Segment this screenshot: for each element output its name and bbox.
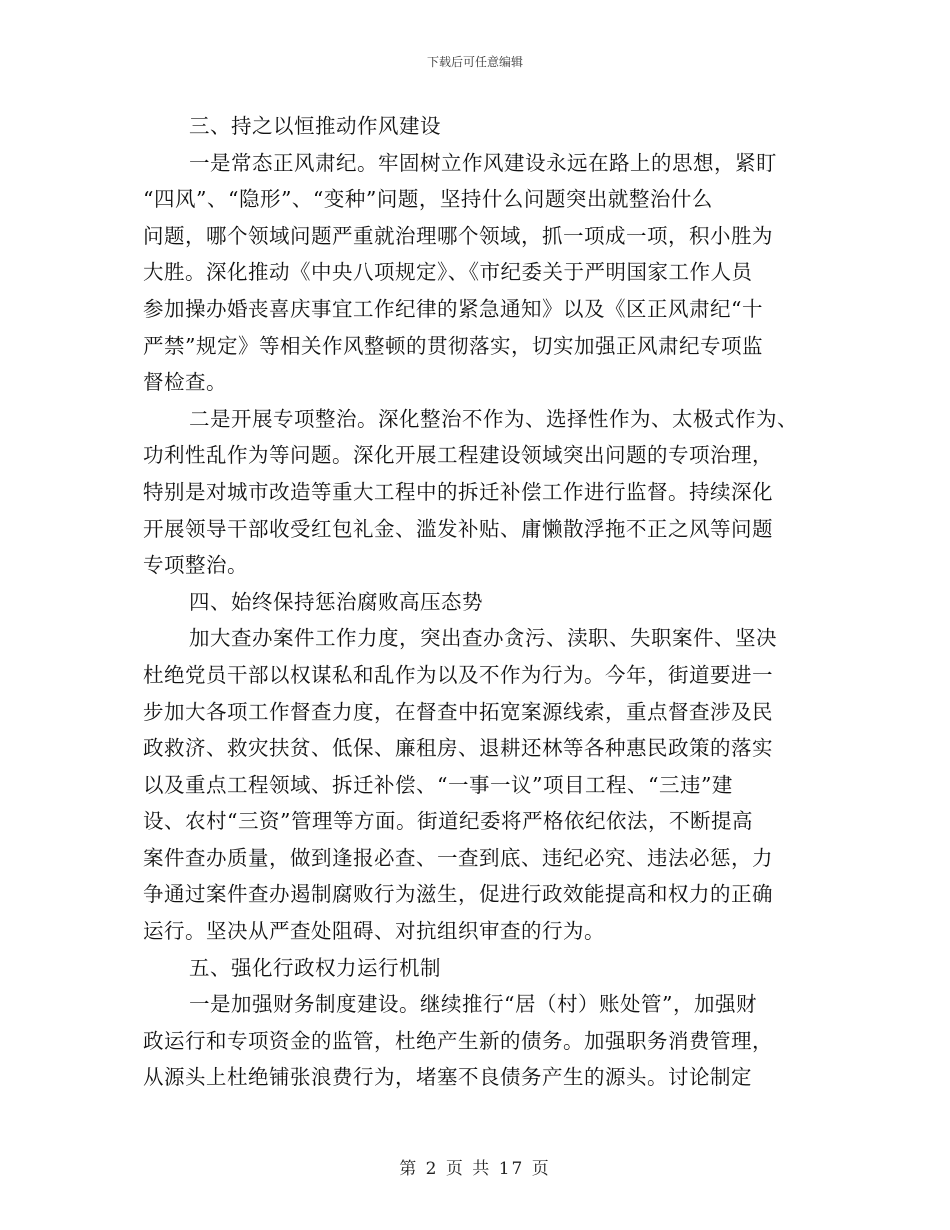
text-line: 从源头上杜绝铺张浪费行为，堵塞不良债务产生的源头。讨论制定 <box>143 1065 752 1090</box>
text-line: 特别是对城市改造等重大工程中的拆迁补偿工作进行监督。持续深化 <box>143 479 773 504</box>
text-line: 运行。坚决从严查处阻碍、对抗组织审查的行为。 <box>143 919 605 944</box>
text-line: 案件查办质量，做到逢报必查、一查到底、违纪必究、违法必惩，力 <box>143 845 773 870</box>
text-line: 杜绝党员干部以权谋私和乱作为以及不作为行为。今年，街道要进一 <box>143 662 773 687</box>
text-line: 四、始终保持惩治腐败高压态势 <box>189 589 483 614</box>
text-line: 步加大各项工作督查力度，在督查中拓宽案源线索，重点督查涉及民 <box>143 699 773 724</box>
text-line: 严禁”规定》等相关作风整顿的贯彻落实，切实加强正风肃纪专项监 <box>143 333 763 358</box>
text-line: 问题，哪个领域问题严重就治理哪个领域，抓一项成一项，积小胜为 <box>143 223 773 248</box>
text-line: 二是开展专项整治。深化整治不作为、选择性作为、太极式作为、 <box>189 406 798 431</box>
document-body <box>143 108 808 1096</box>
text-line: 一是常态正风肃纪。牢固树立作风建设永远在路上的思想，紧盯 <box>189 150 777 175</box>
page-footer: 第 2 页 共 17 页 <box>399 1159 551 1179</box>
text-line: 以及重点工程领域、拆迁补偿、“一事一议”项目工程、“三违”建 <box>143 772 733 797</box>
text-line: 政运行和专项资金的监管，杜绝产生新的债务。加强职务消费管理， <box>143 1028 773 1053</box>
text-line: 参加操办婚丧喜庆事宜工作纪律的紧急通知》以及《区正风肃纪“十 <box>143 296 763 321</box>
text-line: 大胜。深化推动《中央八项规定》、《市纪委关于严明国家工作人员 <box>143 260 753 285</box>
text-line: 督检查。 <box>143 370 227 395</box>
text-line: 开展领导干部收受红包礼金、滥发补贴、庸懒散浮拖不正之风等问题 <box>143 516 773 541</box>
text-line: 三、持之以恒推动作风建设 <box>189 114 441 138</box>
text-line: “四风”、“隐形”、“变种”问题，坚持什么问题突出就整治什么 <box>143 187 713 212</box>
page-header: 下载后可任意编辑 <box>426 55 523 69</box>
text-line: 专项整治。 <box>143 553 248 578</box>
text-line: 设、农村“三资”管理等方面。街道纪委将严格依纪依法，不断提高 <box>143 809 753 834</box>
text-line: 一是加强财务制度建设。继续推行“居（村）账处管”，加强财 <box>189 992 757 1017</box>
text-line: 功利性乱作为等问题。深化开展工程建设领域突出问题的专项治理， <box>143 443 773 468</box>
text-line: 五、强化行政权力运行机制 <box>189 955 441 980</box>
text-line: 争通过案件查办遏制腐败行为滋生，促进行政效能提高和权力的正确 <box>143 882 773 907</box>
text-line: 政救济、救灾扶贫、低保、廉租房、退耕还林等各种惠民政策的落实 <box>143 736 773 761</box>
text-line: 加大查办案件工作力度，突出查办贪污、渎职、失职案件、坚决 <box>189 626 777 651</box>
